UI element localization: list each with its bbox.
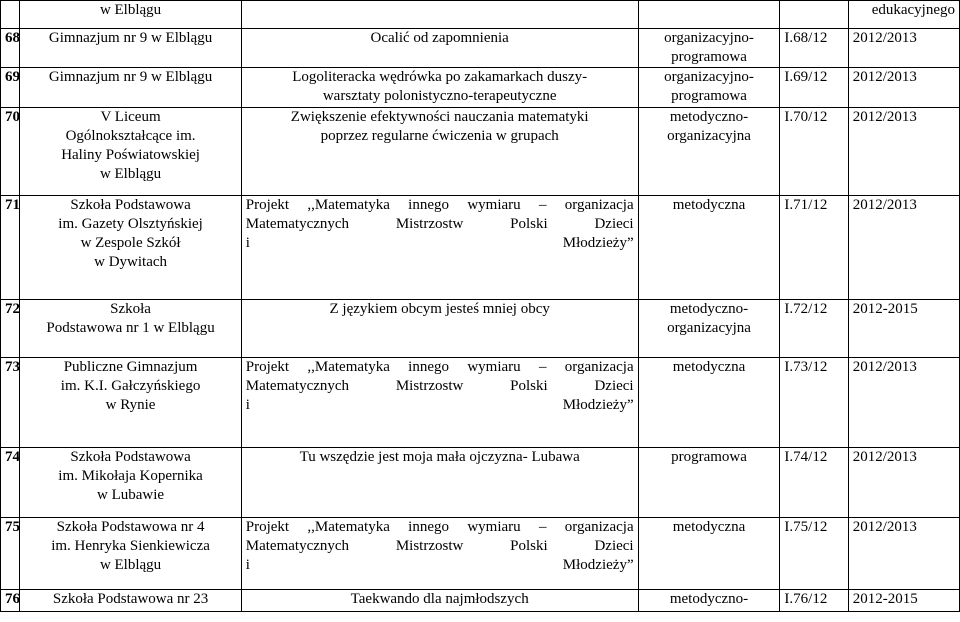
school-cell bbox=[20, 196, 241, 300]
school-year-cell-line: 2012/2013 bbox=[852, 30, 917, 46]
school-cell-line: Szkoła Podstawowa bbox=[70, 449, 191, 465]
innovation-title-cell bbox=[241, 68, 638, 108]
school-year-cell-line: 2012/2013 bbox=[852, 197, 917, 213]
school-year-cell-line: 2012/2013 bbox=[852, 69, 917, 85]
innovation-title-cell-line: i Młodzieży” bbox=[245, 557, 634, 573]
school-cell-line: Szkoła Podstawowa nr 4 bbox=[56, 519, 205, 535]
innovation-title-cell-line: Matematycznych Mistrzostw Polski Dzieci bbox=[245, 216, 634, 232]
innovation-title-cell-line: Zwiększenie efektywności nauczania matematyki bbox=[290, 109, 589, 125]
school-cell-line: Ogólnokształcące im. bbox=[65, 128, 196, 144]
row-number bbox=[1, 1, 20, 29]
school-cell-line: im. Gazety Olsztyńskiej bbox=[58, 216, 203, 232]
school-cell bbox=[20, 448, 241, 518]
row-number: 72 bbox=[1, 300, 20, 358]
school-year-cell bbox=[848, 300, 959, 358]
innovation-type-cell bbox=[638, 68, 780, 108]
school-year-cell-line: edukacyjnego bbox=[871, 2, 955, 18]
school-cell-line: Haliny Poświatowskiej bbox=[61, 147, 200, 163]
innovation-title-cell-line: i Młodzieży” bbox=[245, 397, 634, 413]
school-cell bbox=[20, 300, 241, 358]
school-cell bbox=[20, 108, 241, 196]
school-cell bbox=[20, 518, 241, 590]
registry-code-cell: I.74/12 bbox=[780, 448, 848, 518]
table-row bbox=[1, 108, 960, 196]
innovation-title-cell bbox=[241, 196, 638, 300]
innovation-title-cell-line: i Młodzieży” bbox=[245, 235, 634, 251]
school-cell-line: Gimnazjum nr 9 w Elblągu bbox=[48, 30, 213, 46]
innovation-title-cell-line: Projekt ,,Matematyka innego wymiaru – organizacja bbox=[245, 519, 634, 535]
innovation-type-cell-line: organizacyjno- bbox=[664, 69, 754, 85]
table-row bbox=[1, 300, 960, 358]
registry-code-cell: I.75/12 bbox=[780, 518, 848, 590]
innovation-type-cell-line: metodyczna bbox=[672, 359, 746, 375]
school-year-cell bbox=[848, 590, 959, 612]
innovation-type-cell-line: programowa bbox=[671, 88, 747, 104]
innovation-title-cell bbox=[241, 29, 638, 68]
innovation-type-cell-line: metodyczno- bbox=[669, 109, 749, 125]
innovation-title-cell-line: warsztaty polonistyczno-terapeutyczne bbox=[322, 88, 557, 104]
innovation-type-cell bbox=[638, 518, 780, 590]
school-year-cell-line: 2012/2013 bbox=[852, 359, 917, 375]
table-row bbox=[1, 518, 960, 590]
school-year-cell-line: 2012-2015 bbox=[852, 301, 918, 317]
school-cell-line: w Elblągu bbox=[99, 166, 162, 182]
innovation-title-cell-line: Projekt ,,Matematyka innego wymiaru – organizacja bbox=[245, 197, 634, 213]
school-year-cell-line: 2012/2013 bbox=[852, 519, 917, 535]
innovation-type-cell-line: organizacyjno- bbox=[664, 30, 754, 46]
row-number: 70 bbox=[1, 108, 20, 196]
innovation-type-cell bbox=[638, 300, 780, 358]
row-number: 74 bbox=[1, 448, 20, 518]
innovation-title-cell bbox=[241, 300, 638, 358]
school-year-cell-line: 2012/2013 bbox=[852, 109, 917, 125]
registry-code-cell: I.71/12 bbox=[780, 196, 848, 300]
table-body bbox=[1, 1, 960, 612]
school-year-cell bbox=[848, 448, 959, 518]
school-cell-line: Podstawowa nr 1 w Elblągu bbox=[46, 320, 215, 336]
innovation-title-cell bbox=[241, 590, 638, 612]
school-year-cell bbox=[848, 68, 959, 108]
row-number: 69 bbox=[1, 68, 20, 108]
registry-code-cell bbox=[780, 1, 848, 29]
innovation-title-cell bbox=[241, 108, 638, 196]
innovation-type-cell-line: metodyczno- bbox=[669, 591, 749, 607]
innovation-type-cell-line: metodyczna bbox=[672, 197, 746, 213]
school-cell-line: w Elblągu bbox=[99, 557, 162, 573]
school-cell-line: im. Mikołaja Kopernika bbox=[58, 468, 203, 484]
school-cell bbox=[20, 29, 241, 68]
school-cell bbox=[20, 358, 241, 448]
innovation-title-cell-line: Matematycznych Mistrzostw Polski Dzieci bbox=[245, 538, 634, 554]
innovation-title-cell-line: Z językiem obcym jesteś mniej obcy bbox=[329, 301, 550, 317]
school-cell bbox=[20, 1, 241, 29]
innovation-type-cell-line: programowa bbox=[671, 449, 747, 465]
table-row bbox=[1, 68, 960, 108]
table-row bbox=[1, 196, 960, 300]
innovation-title-cell-line: Tu wszędzie jest moja mała ojczyzna- Lubawa bbox=[299, 449, 580, 465]
table-row bbox=[1, 358, 960, 448]
innovation-type-cell-line: programowa bbox=[671, 49, 747, 65]
innovation-title-cell-line: Ocalić od zapomnienia bbox=[370, 30, 509, 46]
registry-code-cell: I.72/12 bbox=[780, 300, 848, 358]
school-cell bbox=[20, 68, 241, 108]
row-number: 73 bbox=[1, 358, 20, 448]
row-number: 71 bbox=[1, 196, 20, 300]
registry-code-cell: I.68/12 bbox=[780, 29, 848, 68]
registry-code-cell: I.70/12 bbox=[780, 108, 848, 196]
innovation-type-cell bbox=[638, 29, 780, 68]
school-cell-line: Szkoła Podstawowa bbox=[70, 197, 191, 213]
innovation-type-cell bbox=[638, 108, 780, 196]
innovation-type-cell-line: metodyczna bbox=[672, 519, 746, 535]
innovation-title-cell bbox=[241, 518, 638, 590]
school-year-cell bbox=[848, 29, 959, 68]
innovation-title-cell bbox=[241, 448, 638, 518]
innovation-title-cell-line: Matematycznych Mistrzostw Polski Dzieci bbox=[245, 378, 634, 394]
innovation-type-cell bbox=[638, 1, 780, 29]
innovation-type-cell bbox=[638, 448, 780, 518]
school-cell-line: w Elblągu bbox=[99, 2, 162, 18]
school-year-cell bbox=[848, 1, 959, 29]
school-cell-line: Gimnazjum nr 9 w Elblągu bbox=[48, 69, 213, 85]
registry-code-cell: I.76/12 bbox=[780, 590, 848, 612]
school-cell-line: Publiczne Gimnazjum bbox=[63, 359, 198, 375]
school-year-cell bbox=[848, 358, 959, 448]
school-cell-line: Szkoła Podstawowa nr 23 bbox=[52, 591, 209, 607]
school-cell-line: w Dywitach bbox=[94, 254, 168, 270]
school-year-cell bbox=[848, 518, 959, 590]
school-year-cell-line: 2012-2015 bbox=[852, 591, 918, 607]
row-number: 76 bbox=[1, 590, 20, 612]
school-year-cell bbox=[848, 108, 959, 196]
school-year-cell-line: 2012/2013 bbox=[852, 449, 917, 465]
innovation-type-cell bbox=[638, 196, 780, 300]
innovation-type-cell bbox=[638, 590, 780, 612]
school-cell-line: w Lubawie bbox=[97, 487, 165, 503]
school-cell-line: w Zespole Szkół bbox=[80, 235, 181, 251]
school-cell-line: V Liceum bbox=[100, 109, 161, 125]
table-row bbox=[1, 1, 960, 29]
innovation-title-cell-line: poprzez regularne ćwiczenia w grupach bbox=[320, 128, 559, 144]
innovation-title-cell-line: Projekt ,,Matematyka innego wymiaru – organizacja bbox=[245, 359, 634, 375]
school-cell-line: im. K.I. Gałczyńskiego bbox=[60, 378, 201, 394]
school-cell-line: Szkoła bbox=[110, 301, 151, 317]
innovation-title-cell bbox=[241, 1, 638, 29]
school-cell-line: w Rynie bbox=[105, 397, 156, 413]
innovation-type-cell-line: organizacyjna bbox=[667, 128, 751, 144]
table-row bbox=[1, 448, 960, 518]
innovation-type-cell bbox=[638, 358, 780, 448]
row-number: 75 bbox=[1, 518, 20, 590]
school-cell bbox=[20, 590, 241, 612]
innovation-title-cell-line: Taekwando dla najmłodszych bbox=[350, 591, 529, 607]
row-number: 68 bbox=[1, 29, 20, 68]
innovation-title-cell-line: Logoliteracka wędrówka po zakamarkach duszy- bbox=[292, 69, 588, 85]
school-cell-line: im. Henryka Sienkiewicza bbox=[51, 538, 210, 554]
table-row bbox=[1, 29, 960, 68]
school-year-cell bbox=[848, 196, 959, 300]
registry-code-cell: I.73/12 bbox=[780, 358, 848, 448]
innovation-type-cell-line: metodyczno- bbox=[669, 301, 749, 317]
innovation-title-cell bbox=[241, 358, 638, 448]
table-row bbox=[1, 590, 960, 612]
innovation-type-cell-line: organizacyjna bbox=[667, 320, 751, 336]
registry-code-cell: I.69/12 bbox=[780, 68, 848, 108]
